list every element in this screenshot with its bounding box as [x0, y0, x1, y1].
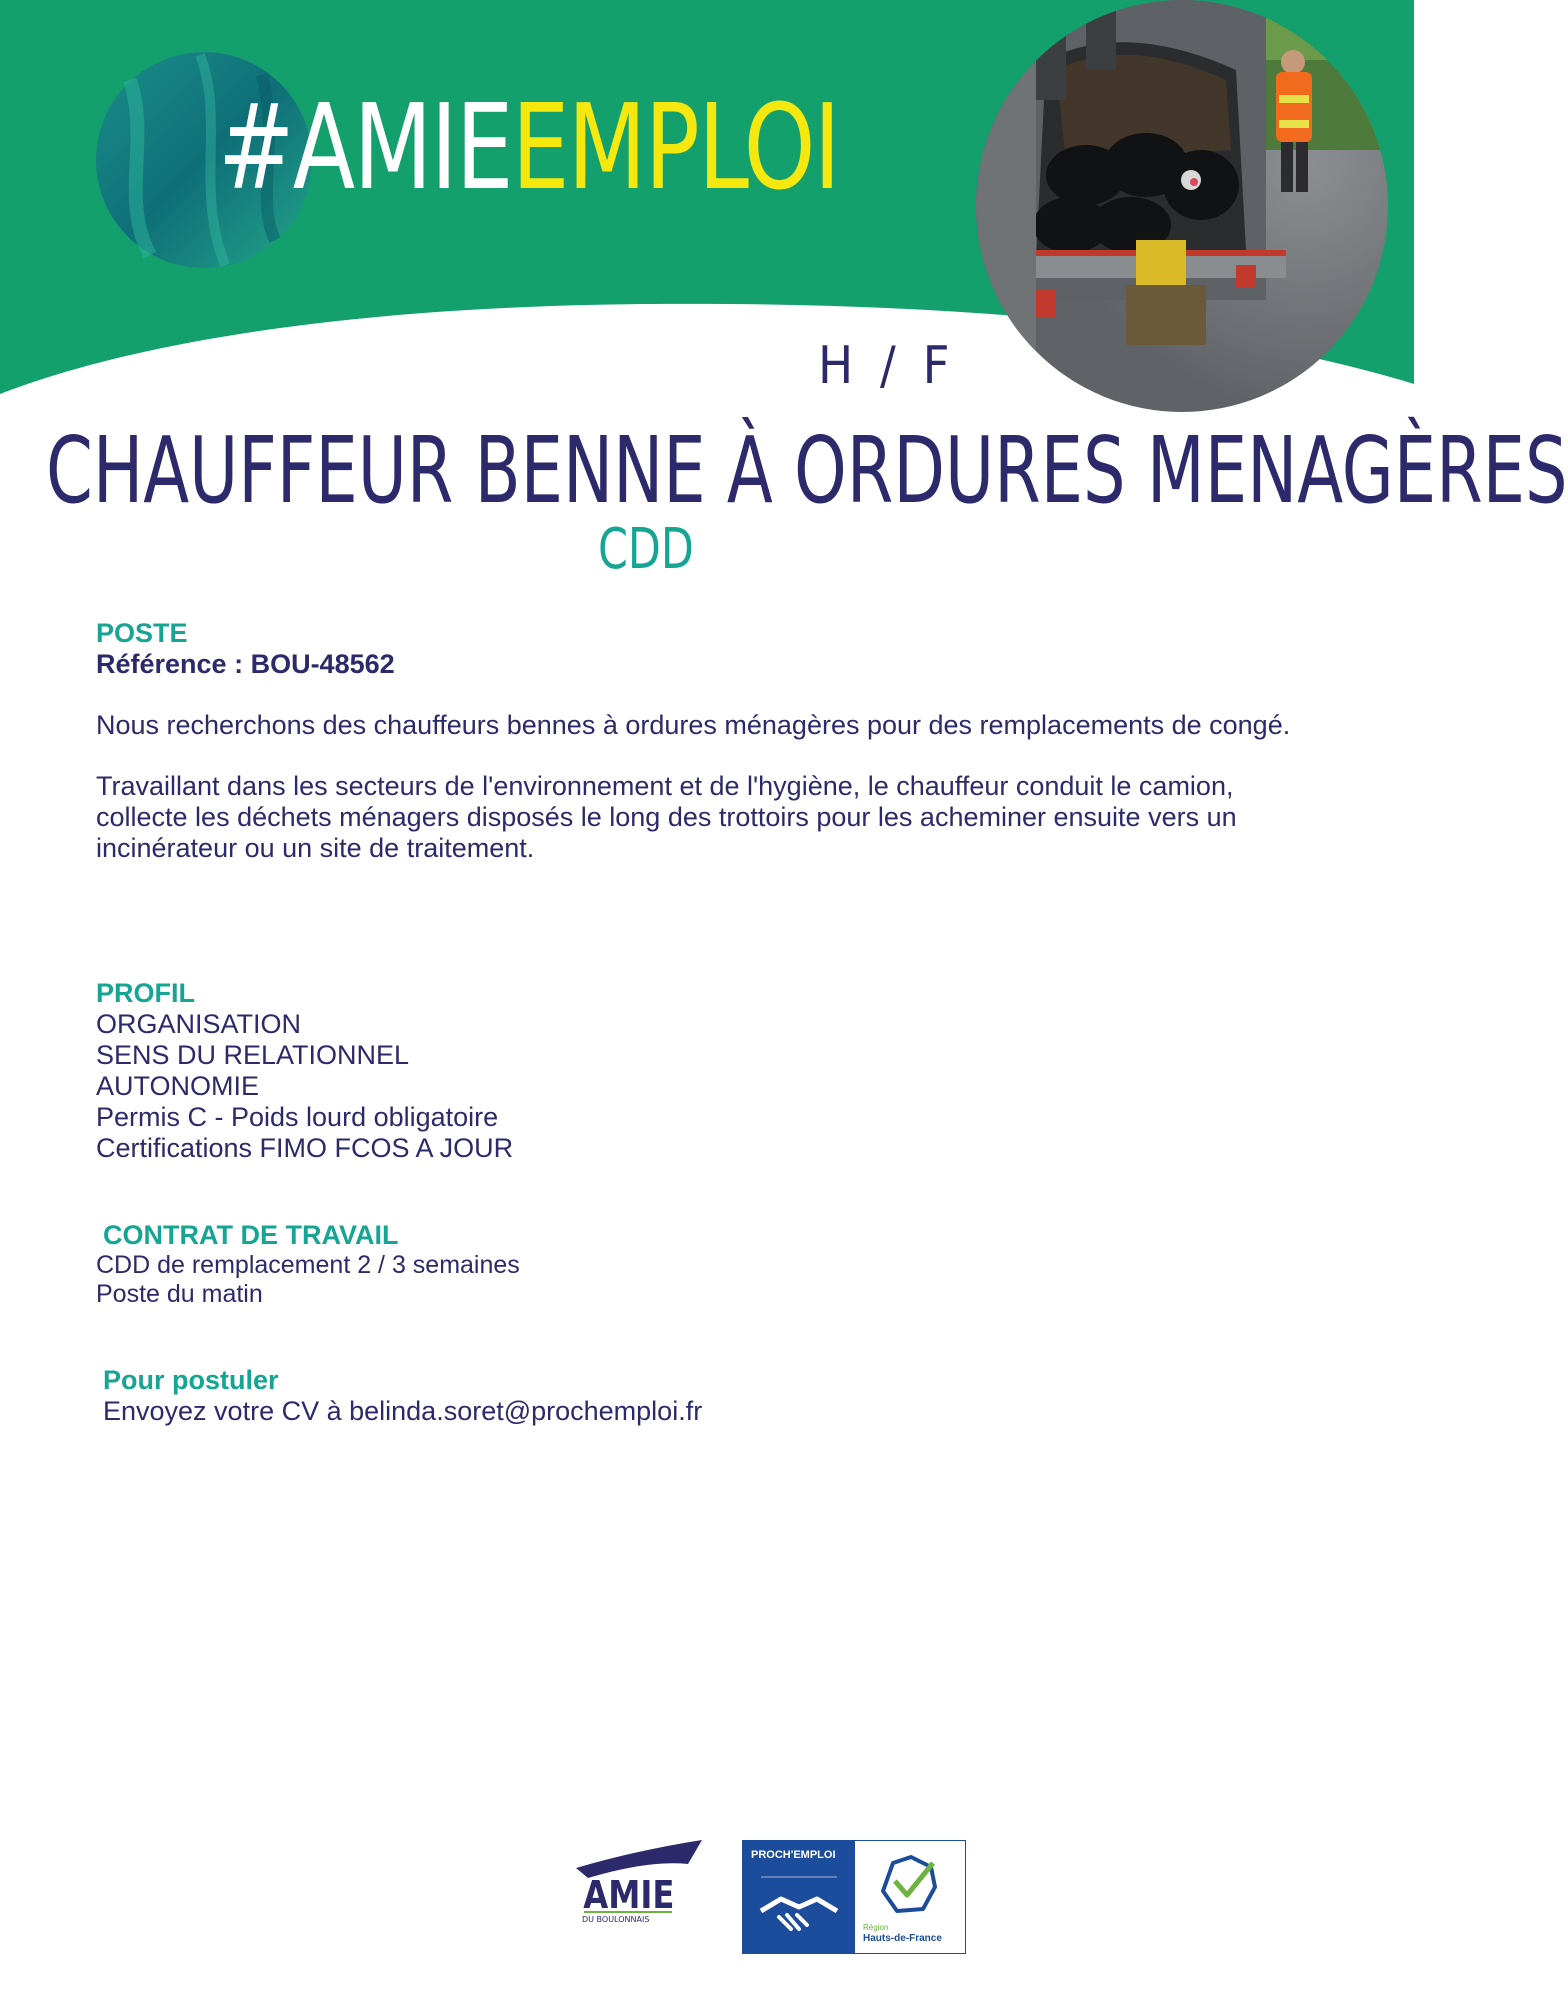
description-paragraph-2: Travaillant dans les secteurs de l'environnement et de l'hygiène, le chauffeur conduit le camion, collecte les déchets ménagers disposés le long des trottoirs pour les acheminer ensuite vers un incinérateur ou un site de traitement. [96, 771, 1237, 863]
hashtag-white-part: #AMIE [218, 78, 512, 216]
postuler-section [103, 1365, 1003, 1427]
job-title: CHAUFFEUR BENNE À ORDURES MENAGÈRES [46, 417, 1568, 524]
profil-item: SENS DU RELATIONNEL [96, 1040, 410, 1070]
contrat-section [96, 1220, 996, 1309]
proch-emploi-logo [742, 1840, 966, 1954]
profil-item: Permis C - Poids lourd obligatoire [96, 1102, 499, 1132]
postuler-text: Envoyez votre CV à belinda.soret@prochemploi.fr [103, 1396, 703, 1426]
poste-heading: POSTE [96, 618, 188, 648]
region-small-label: Région [863, 1923, 889, 1932]
amie-logo-text: AMIE [583, 1873, 675, 1918]
profil-heading: PROFIL [96, 978, 195, 1008]
contrat-line: Poste du matin [96, 1280, 263, 1308]
reference: Référence : BOU-48562 [96, 649, 395, 679]
profil-section [96, 978, 996, 1164]
postuler-heading: Pour postuler [103, 1365, 279, 1395]
garbage-truck-photo [976, 0, 1388, 412]
gender-label: H / F [818, 336, 956, 396]
profil-item: ORGANISATION [96, 1009, 302, 1039]
hashtag-yellow-part: EMPLOI [511, 78, 839, 216]
amie-logo [568, 1838, 706, 1924]
proch-emploi-label: PROCH'EMPLOI [751, 1849, 836, 1861]
poste-section [96, 618, 1326, 864]
profil-item: AUTONOMIE [96, 1071, 260, 1101]
region-map-icon [873, 1851, 945, 1921]
contract-type: CDD [598, 517, 694, 582]
description-paragraph-1: Nous recherchons des chauffeurs bennes à ordures ménagères pour des remplacements de congé. [96, 710, 1291, 740]
hashtag-title [218, 78, 839, 216]
region-name-label: Hauts-de-France [863, 1933, 942, 1944]
contrat-heading: CONTRAT DE TRAVAIL [103, 1220, 399, 1250]
amie-logo-subtext: DU BOULONNAIS [582, 1915, 650, 1924]
contrat-line: CDD de remplacement 2 / 3 semaines [96, 1251, 520, 1279]
profil-item: Certifications FIMO FCOS A JOUR [96, 1133, 514, 1163]
handshake-icon [751, 1871, 847, 1947]
